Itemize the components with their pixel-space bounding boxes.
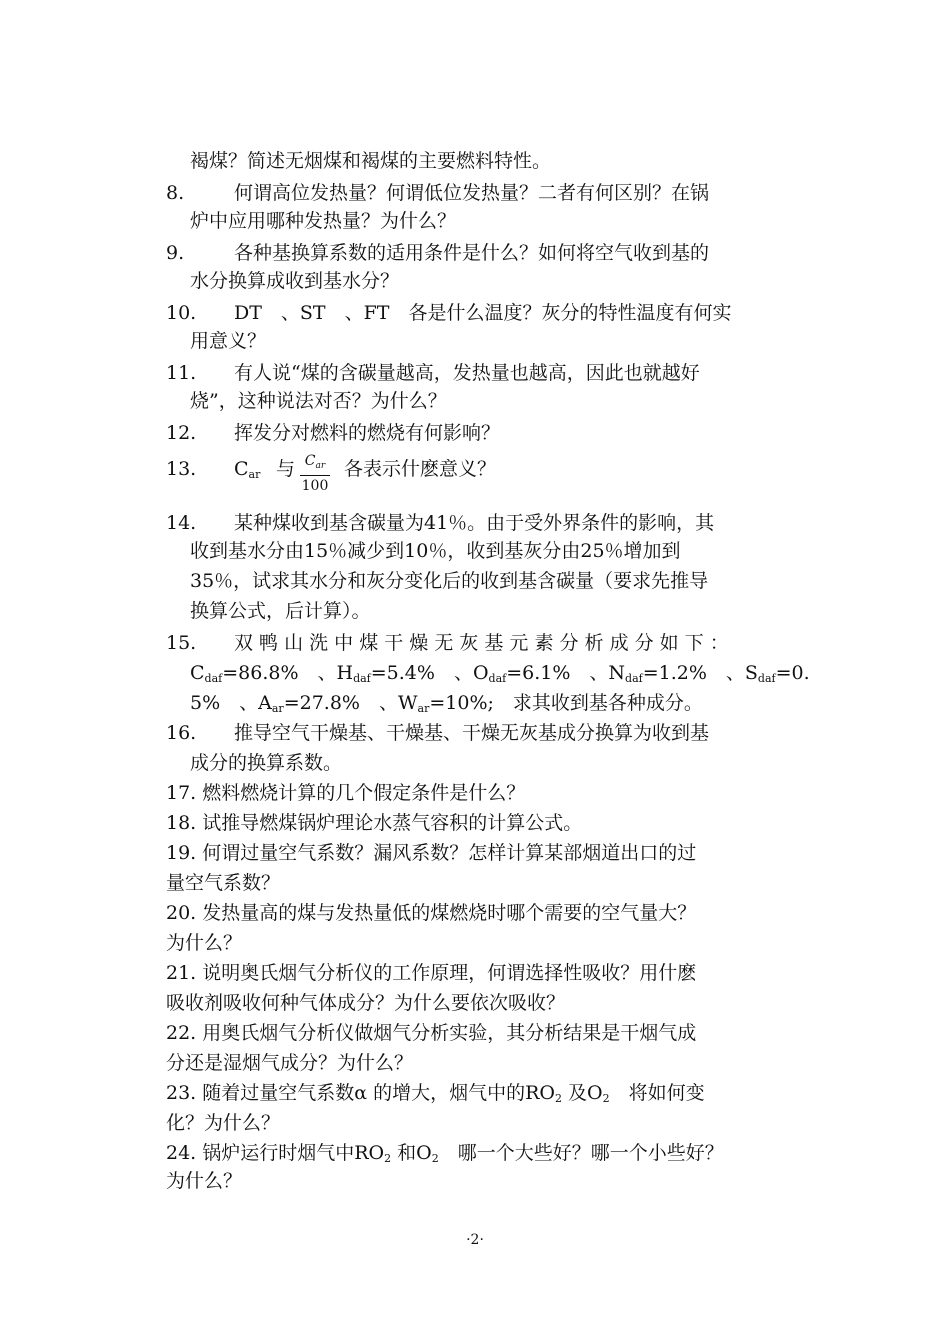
q14-number: 14. [166,512,197,534]
q19-line1: 19. 何谓过量空气系数？漏风系数？怎样计算某部烟道出口的过 [166,842,697,864]
q23-line2: 化？为什么？ [166,1112,281,1134]
q17-line: 17. 燃料燃烧计算的几个假定条件是什么？ [166,782,526,804]
q15-line1 [166,630,729,656]
q9-line2: 水分换算成收到基水分？ [190,270,400,292]
q15-line2: $C_{daf}=86.8\%$ 、$H_{daf}=5.4\%$ 、$O_{daf}=6.1\%$ 、$N_{daf}=1.2\%$ 、$S_{daf}=0$. [190,662,810,685]
q8-line2: 炉中应用哪种发热量？为什么？ [190,210,457,232]
q24-line1: 24. 锅炉运行时烟气中$RO_2$ 和$O_2$ 哪一个大些好？哪一个小些好？ [166,1142,724,1165]
fraction-denominator: 100 [301,478,329,494]
q9-text: 各种基换算系数的适用条件是什么？如何将空气收到基的 [234,242,710,264]
q11-text: 有人说“煤的含碳量越高，发热量也越高，因此也就越好 [234,362,700,384]
q13-number: 13. [166,458,197,480]
q20-line1: 20. 发热量高的煤与发热量低的煤燃烧时哪个需要的空气量大？ [166,902,697,924]
page-number: ·2· [466,1232,484,1248]
q14-line2: 收到基水分由15％减少到10％，收到基灰分由25％增加到 [190,540,681,562]
q23-line1: 23. 随着过量空气系数α 的增大，烟气中的$RO_2$ 及$O_2$ 将如何变 [166,1082,705,1105]
q16-text: 推导空气干燥基、干燥基、干燥无灰基成分换算为收到基 [234,722,710,744]
q13-car: $C_{ar}$ [234,458,261,481]
q11-line1 [166,360,700,386]
q7-continuation: 褐煤？简述无烟煤和褐煤的主要燃料特性。 [190,150,552,172]
q20-line2: 为什么？ [166,932,243,954]
q24-line2: 为什么？ [166,1170,243,1192]
q12-line1 [166,420,501,446]
q22-line2: 分还是湿烟气成分？为什么？ [166,1052,414,1074]
q19-line2: 量空气系数？ [166,872,281,894]
q14-line1 [166,510,715,536]
q21-line2: 吸收剂吸收何种气体成分？为什么要依次吸收？ [166,992,566,1014]
q8-text: 何谓高位发热量？何谓低位发热量？二者有何区别？在锅 [234,182,710,204]
q15-number: 15. [166,632,197,654]
q10-text: DT 、ST 、FT 各是什么温度？灰分的特性温度有何实 [234,302,732,324]
q14-line3: 35％，试求其水分和灰分变化后的收到基含碳量（要求先推导 [190,570,709,592]
q8-number: 8. [166,182,185,204]
fraction-numerator: $C_{ar}$ [300,453,330,476]
q16-line1 [166,720,710,746]
q18-line: 18. 试推导燃煤锅炉理论水蒸气容积的计算公式。 [166,812,583,834]
q15-text: 双 鸭 山 洗 中 煤 干 燥 无 灰 基 元 素 分 析 成 分 如 下 ： [234,632,729,654]
q21-line1: 21. 说明奥氏烟气分析仪的工作原理，何谓选择性吸收？用什麽 [166,962,697,984]
q13-rest: 各表示什麽意义？ [344,458,497,480]
q11-number: 11. [166,362,197,384]
q16-line2: 成分的换算系数。 [190,752,343,774]
q9-number: 9. [166,242,185,264]
q12-number: 12. [166,422,197,444]
q14-line4: 换算公式，后计算）。 [190,600,371,622]
q9-line1 [166,240,710,266]
q12-text: 挥发分对燃料的燃烧有何影响？ [234,422,501,444]
q13-yu: 与 [276,458,296,480]
q15-line3: 5% 、$A_{ar}=27.8\%$ 、$W_{ar}=10\%$; 求其收到基各种成分。 [190,692,703,715]
q10-number: 10. [166,302,197,324]
q11-line2: 烧”，这种说法对否？为什么？ [190,390,447,412]
q13-line [166,456,497,482]
q14-text: 某种煤收到基含碳量为41％。由于受外界条件的影响，其 [234,512,715,534]
q13-fraction [300,453,330,496]
q10-line1 [166,300,732,326]
q16-number: 16. [166,722,197,744]
q8-line1 [166,180,710,206]
q22-line1: 22. 用奥氏烟气分析仪做烟气分析实验，其分析结果是干烟气成 [166,1022,697,1044]
q10-line2: 用意义？ [190,330,267,352]
